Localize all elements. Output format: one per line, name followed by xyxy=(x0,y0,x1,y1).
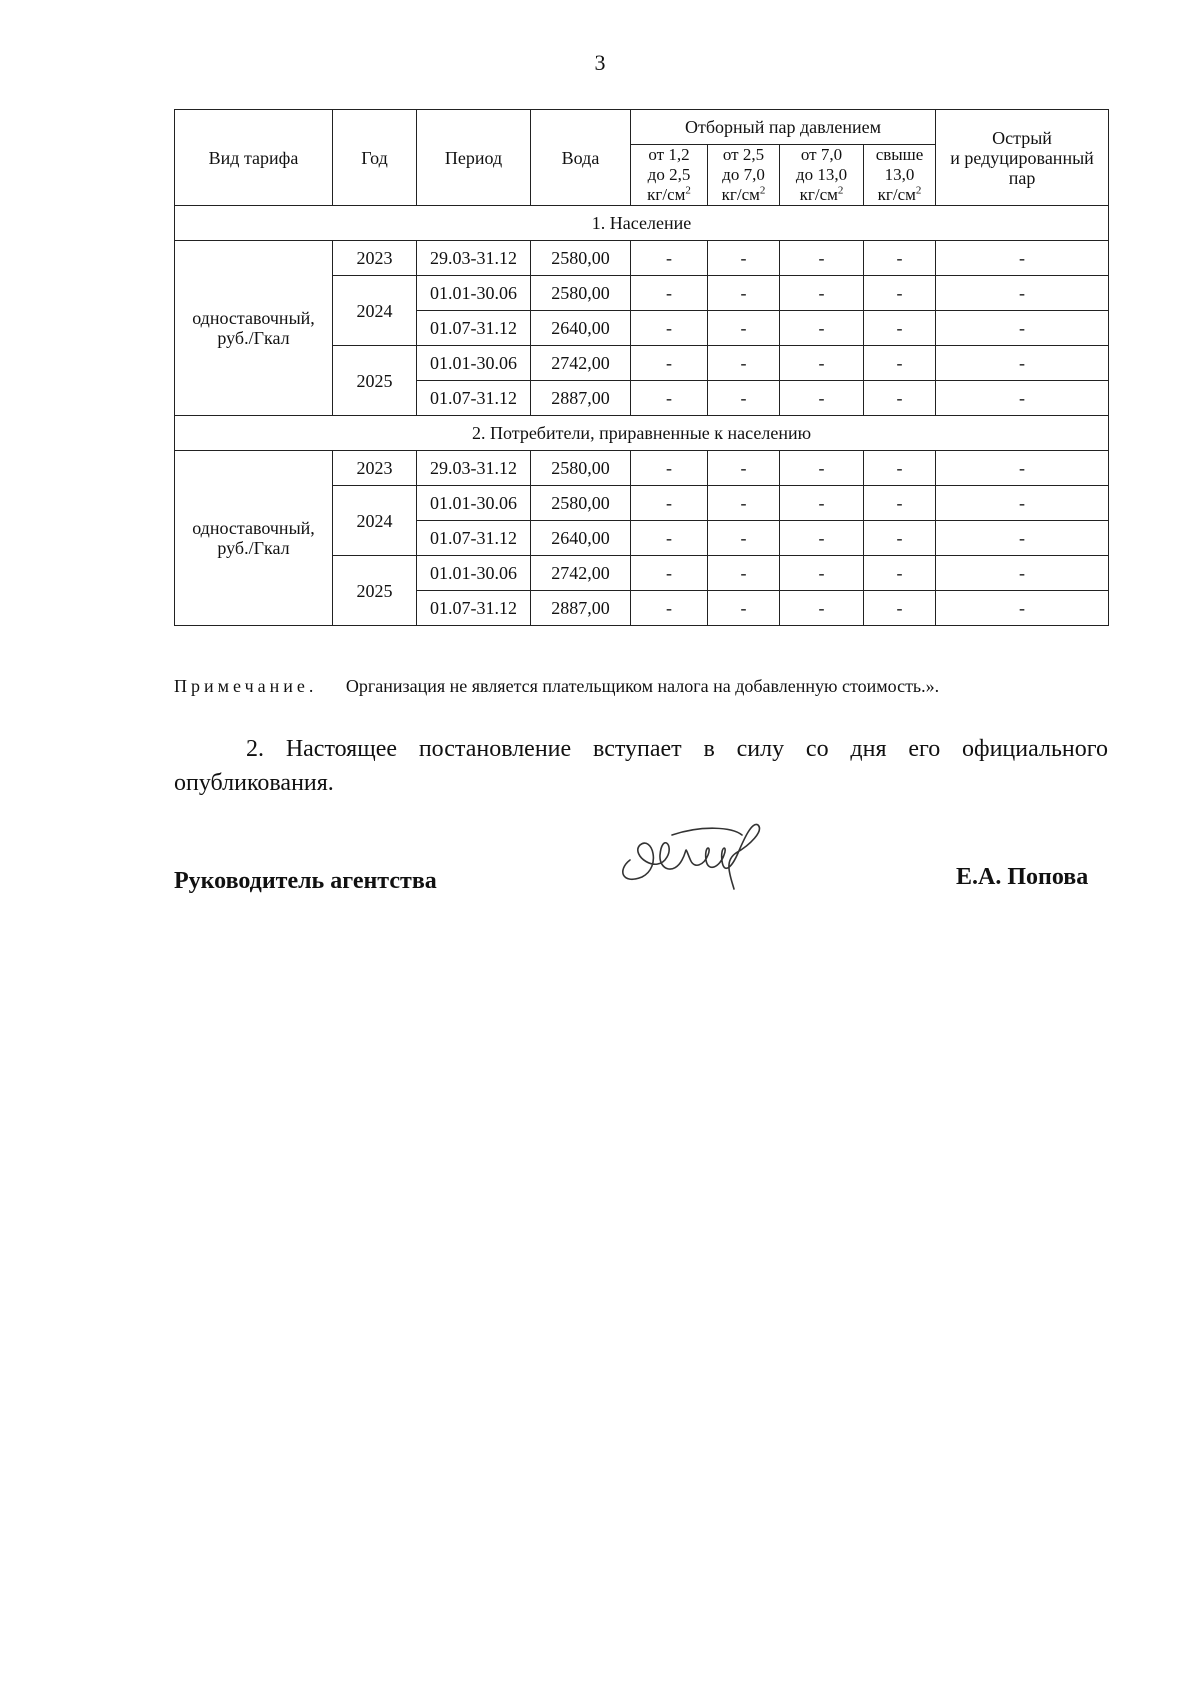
year-cell: 2023 xyxy=(333,451,417,486)
header-period: Период xyxy=(417,110,531,206)
period-cell: 29.03-31.12 xyxy=(417,451,531,486)
water-cell: 2640,00 xyxy=(531,521,631,556)
sharp-cell: - xyxy=(936,276,1109,311)
sharp-cell: - xyxy=(936,346,1109,381)
water-cell: 2887,00 xyxy=(531,591,631,626)
section-header: 2. Потребители, приравненные к населению xyxy=(175,416,1109,451)
period-cell: 01.01-30.06 xyxy=(417,346,531,381)
note-text: Организация не является плательщиком налога на добавленную стоимость.». xyxy=(345,676,940,696)
year-cell: 2024 xyxy=(333,486,417,556)
header-steam-group: Отборный пар давлением xyxy=(631,110,936,145)
s1-cell: - xyxy=(631,521,708,556)
table-row xyxy=(175,451,1109,486)
s1-cell: - xyxy=(631,276,708,311)
tariff-table xyxy=(174,109,1109,626)
page-number: 3 xyxy=(594,50,606,75)
s4-cell: - xyxy=(864,521,936,556)
period-cell: 01.01-30.06 xyxy=(417,276,531,311)
s1-cell: - xyxy=(631,486,708,521)
year-cell: 2024 xyxy=(333,276,417,346)
water-cell: 2580,00 xyxy=(531,241,631,276)
note-label: Примечание. xyxy=(174,676,318,696)
s2-cell: - xyxy=(708,486,780,521)
s4-cell: - xyxy=(864,451,936,486)
s2-cell: - xyxy=(708,241,780,276)
s3-cell: - xyxy=(780,486,864,521)
s1-cell: - xyxy=(631,241,708,276)
header-steam-3: от 7,0 до 13,0 $кг/см^2$ xyxy=(780,145,864,206)
sharp-cell: - xyxy=(936,556,1109,591)
sharp-cell: - xyxy=(936,486,1109,521)
s3-cell: - xyxy=(780,591,864,626)
s1-cell: - xyxy=(631,556,708,591)
s4-cell: - xyxy=(864,311,936,346)
section-header: 1. Население xyxy=(175,206,1109,241)
tariff-type-cell: одноставочный, руб./Гкал xyxy=(175,241,333,416)
s2-cell: - xyxy=(708,381,780,416)
signatory-title: Руководитель агентства xyxy=(174,868,437,894)
water-cell: 2640,00 xyxy=(531,311,631,346)
s3-cell: - xyxy=(780,556,864,591)
water-cell: 2580,00 xyxy=(531,276,631,311)
s2-cell: - xyxy=(708,451,780,486)
s3-cell: - xyxy=(780,276,864,311)
header-tariff-type: Вид тарифа xyxy=(175,110,333,206)
water-cell: 2887,00 xyxy=(531,381,631,416)
year-cell: 2025 xyxy=(333,556,417,626)
header-steam-2: от 2,5 до 7,0 $кг/см^2$ xyxy=(708,145,780,206)
s2-cell: - xyxy=(708,311,780,346)
year-cell: 2025 xyxy=(333,346,417,416)
s4-cell: - xyxy=(864,241,936,276)
table-row xyxy=(175,241,1109,276)
tariff-type-cell: одноставочный, руб./Гкал xyxy=(175,451,333,626)
s2-cell: - xyxy=(708,556,780,591)
water-cell: 2742,00 xyxy=(531,556,631,591)
s1-cell: - xyxy=(631,346,708,381)
period-cell: 01.01-30.06 xyxy=(417,486,531,521)
s4-cell: - xyxy=(864,346,936,381)
handwritten-signature xyxy=(612,815,772,895)
s1-cell: - xyxy=(631,381,708,416)
signatory-name: Е.А. Попова xyxy=(956,864,1089,890)
s1-cell: - xyxy=(631,311,708,346)
s4-cell: - xyxy=(864,486,936,521)
period-cell: 29.03-31.12 xyxy=(417,241,531,276)
year-cell: 2023 xyxy=(333,241,417,276)
sharp-cell: - xyxy=(936,311,1109,346)
header-steam-4: свыше 13,0 $кг/см^2$ xyxy=(864,145,936,206)
sharp-cell: - xyxy=(936,451,1109,486)
water-cell: 2580,00 xyxy=(531,451,631,486)
period-cell: 01.07-31.12 xyxy=(417,521,531,556)
s2-cell: - xyxy=(708,591,780,626)
note xyxy=(174,676,1114,697)
s3-cell: - xyxy=(780,381,864,416)
water-cell: 2742,00 xyxy=(531,346,631,381)
s3-cell: - xyxy=(780,521,864,556)
s4-cell: - xyxy=(864,276,936,311)
header-steam-1: от 1,2 до 2,5 $кг/см^2$ xyxy=(631,145,708,206)
s4-cell: - xyxy=(864,381,936,416)
period-cell: 01.01-30.06 xyxy=(417,556,531,591)
header-water: Вода xyxy=(531,110,631,206)
sharp-cell: - xyxy=(936,381,1109,416)
sharp-cell: - xyxy=(936,521,1109,556)
s4-cell: - xyxy=(864,556,936,591)
sharp-cell: - xyxy=(936,241,1109,276)
s2-cell: - xyxy=(708,521,780,556)
s1-cell: - xyxy=(631,451,708,486)
s3-cell: - xyxy=(780,311,864,346)
header-year: Год xyxy=(333,110,417,206)
header-sharp-steam: Острый и редуцированный пар xyxy=(936,110,1109,206)
period-cell: 01.07-31.12 xyxy=(417,381,531,416)
period-cell: 01.07-31.12 xyxy=(417,311,531,346)
effective-date-paragraph: 2. Настоящее постановление вступает в силу со дня его официального опубликования. xyxy=(174,736,1108,796)
s3-cell: - xyxy=(780,241,864,276)
s4-cell: - xyxy=(864,591,936,626)
s3-cell: - xyxy=(780,451,864,486)
s1-cell: - xyxy=(631,591,708,626)
water-cell: 2580,00 xyxy=(531,486,631,521)
s2-cell: - xyxy=(708,276,780,311)
period-cell: 01.07-31.12 xyxy=(417,591,531,626)
s2-cell: - xyxy=(708,346,780,381)
s3-cell: - xyxy=(780,346,864,381)
sharp-cell: - xyxy=(936,591,1109,626)
